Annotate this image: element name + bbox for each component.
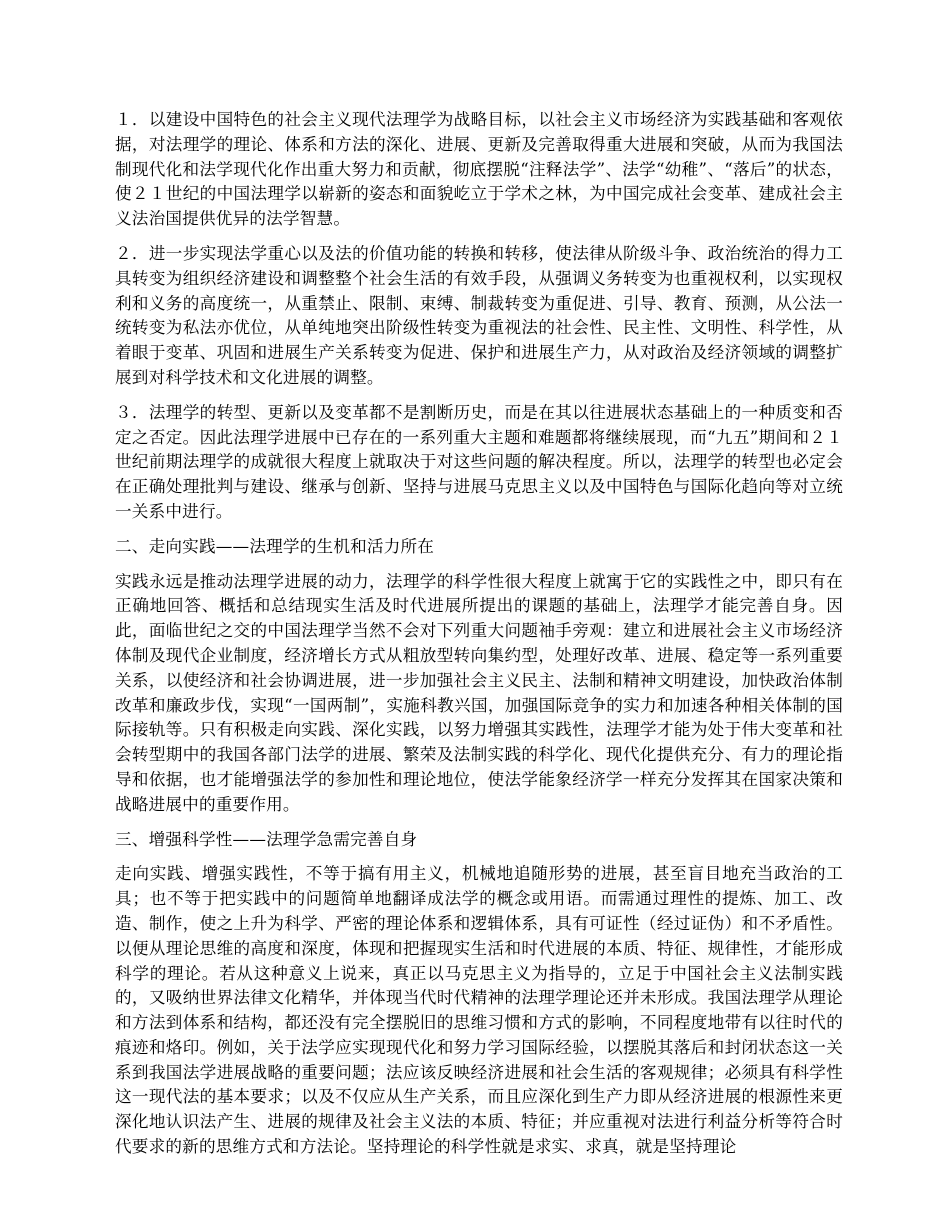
paragraph-2: ２．进一步实现法学重心以及法的价值功能的转换和转移，使法律从阶级斗争、政治统治的得力工具转变为组织经济建设和调整整个社会生活的有效手段，从强调义务转变为也重视权利，以实现权利和义务的高度统一，从重禁止、限制、束缚、制裁转变为重促进、引导、教育、预测，从公法一统转变为私法亦优位，从单纯地突出阶级性转变为重视法的社会性、民主性、文明性、科学性，从着眼于变革、巩固和进展生产关系转变为促进、保护和进展生产力，从对政治及经济领域的调整扩展到对科学技术和文化进展的调整。 <box>115 243 843 387</box>
document-body <box>115 108 843 1170</box>
paragraph-3: ３．法理学的转型、更新以及变革都不是割断历史，而是在其以往进展状态基础上的一种质变和否定之否定。因此法理学进展中已存在的一系列重大主题和难题都将继续展现，而“九五”期间和２１世纪前期法理学的成就很大程度上就取决于对这些问题的解决程度。所以，法理学的转型也必定会在正确处理批判与建设、继承与创新、坚持与进展马克思主义以及中国特色与国际化趋向等对立统一关系中进行。 <box>115 402 843 521</box>
paragraph-5: 走向实践、增强实践性，不等于搞有用主义，机械地追随形势的进展，甚至盲目地充当政治的工具；也不等于把实践中的问题简单地翻译成法学的概念或用语。而需通过理性的提炼、加工、改造、制作，使之上升为科学、严密的理论体系和逻辑体系，具有可证性（经过证伪）和不矛盾性。以便从理论思维的高度和深度，体现和把握现实生活和时代进展的本质、特征、规律性，才能形成科学的理论。若从这种意义上说来，真正以马克思主义为指导的，立足于中国社会主义法制实践的，又吸纳世界法律文化精华，并体现当代时代精神的法理学理论还并未形成。我国法理学从理论和方法到体系和结构，都还没有完全摆脱旧的思维习惯和方式的影响，不同程度地带有以往时代的痕迹和烙印。例如，关于法学应实现现代化和努力学习国际经验，以摆脱其落后和封闭状态这一关系到我国法学进展战略的重要问题；法应该反映经济进展和社会生活的客观规律；必须具有科学性这一现代法的基本要求；以及不仅应从生产关系，而且应深化到生产力即从经济进展的根源性来更深化地认识法产生、进展的规律及社会主义法的本质、特征；并应重视对法进行利益分析等符合时代要求的新的思维方式和方法论。坚持理论的科学性就是求实、求真，就是坚持理论 <box>115 864 843 1157</box>
section-heading-3: 三、增强科学性——法理学急需完善自身 <box>115 829 418 849</box>
section-heading-2: 二、走向实践——法理学的生机和活力所在 <box>115 536 435 556</box>
paragraph-1: １．以建设中国特色的社会主义现代法理学为战略目标，以社会主义市场经济为实践基础和客观依据，对法理学的理论、体系和方法的深化、进展、更新及完善取得重大进展和突破，从而为我国法制现代化和法学现代化作出重大努力和贡献，彻底摆脱“注释法学”、法学“幼稚”、“落后”的状态，使２１世纪的中国法理学以崭新的姿态和面貌屹立于学术之林，为中国完成社会变革、建成社会主义法治国提供优异的法学智慧。 <box>115 110 843 229</box>
paragraph-4: 实践永远是推动法理学进展的动力，法理学的科学性很大程度上就寓于它的实践性之中，即只有在正确地回答、概括和总结现实生活及时代进展所提出的课题的基础上，法理学才能完善自身。因此，面临世纪之交的中国法理学当然不会对下列重大问题袖手旁观：建立和进展社会主义市场经济体制及现代企业制度，经济增长方式从粗放型转向集约型，处理好改革、进展、稳定等一系列重要关系，以使经济和社会协调进展，进一步加强社会主义民主、法制和精神文明建设，加快政治体制改革和廉政步伐，实现“一国两制”，实施科教兴国，加强国际竞争的实力和加速各种相关体制的国际接轨等。只有积极走向实践、深化实践，以努力增强其实践性，法理学才能为处于伟大变革和社会转型期中的我国各部门法学的进展、繁荣及法制实践的科学化、现代化提供充分、有力的理论指导和依据，也才能增强法学的参加性和理论地位，使法学能象经济学一样充分发挥其在国家决策和战略进展中的重要作用。 <box>115 571 843 814</box>
